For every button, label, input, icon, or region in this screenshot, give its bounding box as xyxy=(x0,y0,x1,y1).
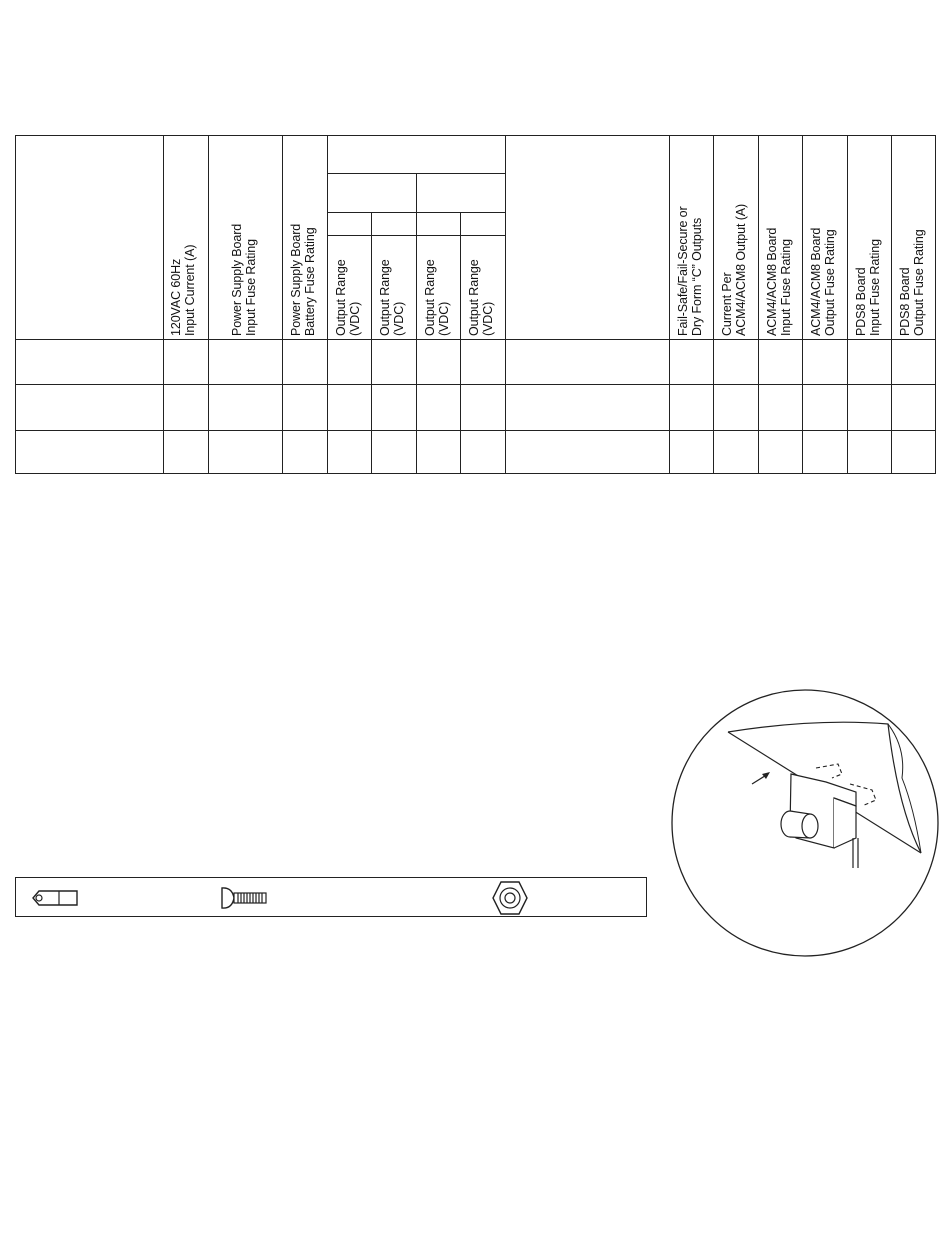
table-row xyxy=(15,385,936,430)
table-row xyxy=(15,340,936,384)
header-acm-input-fuse: ACM4/ACM8 Board Input Fuse Rating xyxy=(765,227,793,336)
header-input-current: 120VAC 60Hz Input Current (A) xyxy=(169,244,197,336)
header-fail-safe-outputs: Fail-Safe/Fail-Secure or Dry Form “C” Outputs xyxy=(676,206,704,336)
header-pds8-output-fuse: PDS8 Board Output Fuse Rating xyxy=(898,229,926,336)
header-output-range-1: Output Range (VDC) xyxy=(334,259,362,336)
header-ps-input-fuse: Power Supply Board Input Fuse Rating xyxy=(230,223,258,336)
header-output-range-2: Output Range (VDC) xyxy=(378,259,406,336)
table-row xyxy=(15,431,936,474)
standoff-icon xyxy=(29,886,99,910)
hex-nut-icon xyxy=(492,880,528,916)
hardware-legend xyxy=(15,877,647,917)
header-acm-output-fuse: ACM4/ACM8 Board Output Fuse Rating xyxy=(809,227,837,336)
screw-icon xyxy=(219,884,275,912)
header-pds8-input-fuse: PDS8 Board Input Fuse Rating xyxy=(854,239,882,336)
header-output-range-3: Output Range (VDC) xyxy=(423,259,451,336)
mounting-detail-illustration-icon xyxy=(666,688,946,960)
header-acm-current: Current Per ACM4/ACM8 Output (A) xyxy=(720,203,748,336)
header-ps-battery-fuse: Power Supply Board Battery Fuse Rating xyxy=(289,223,317,336)
header-output-range-4: Output Range (VDC) xyxy=(467,259,495,336)
